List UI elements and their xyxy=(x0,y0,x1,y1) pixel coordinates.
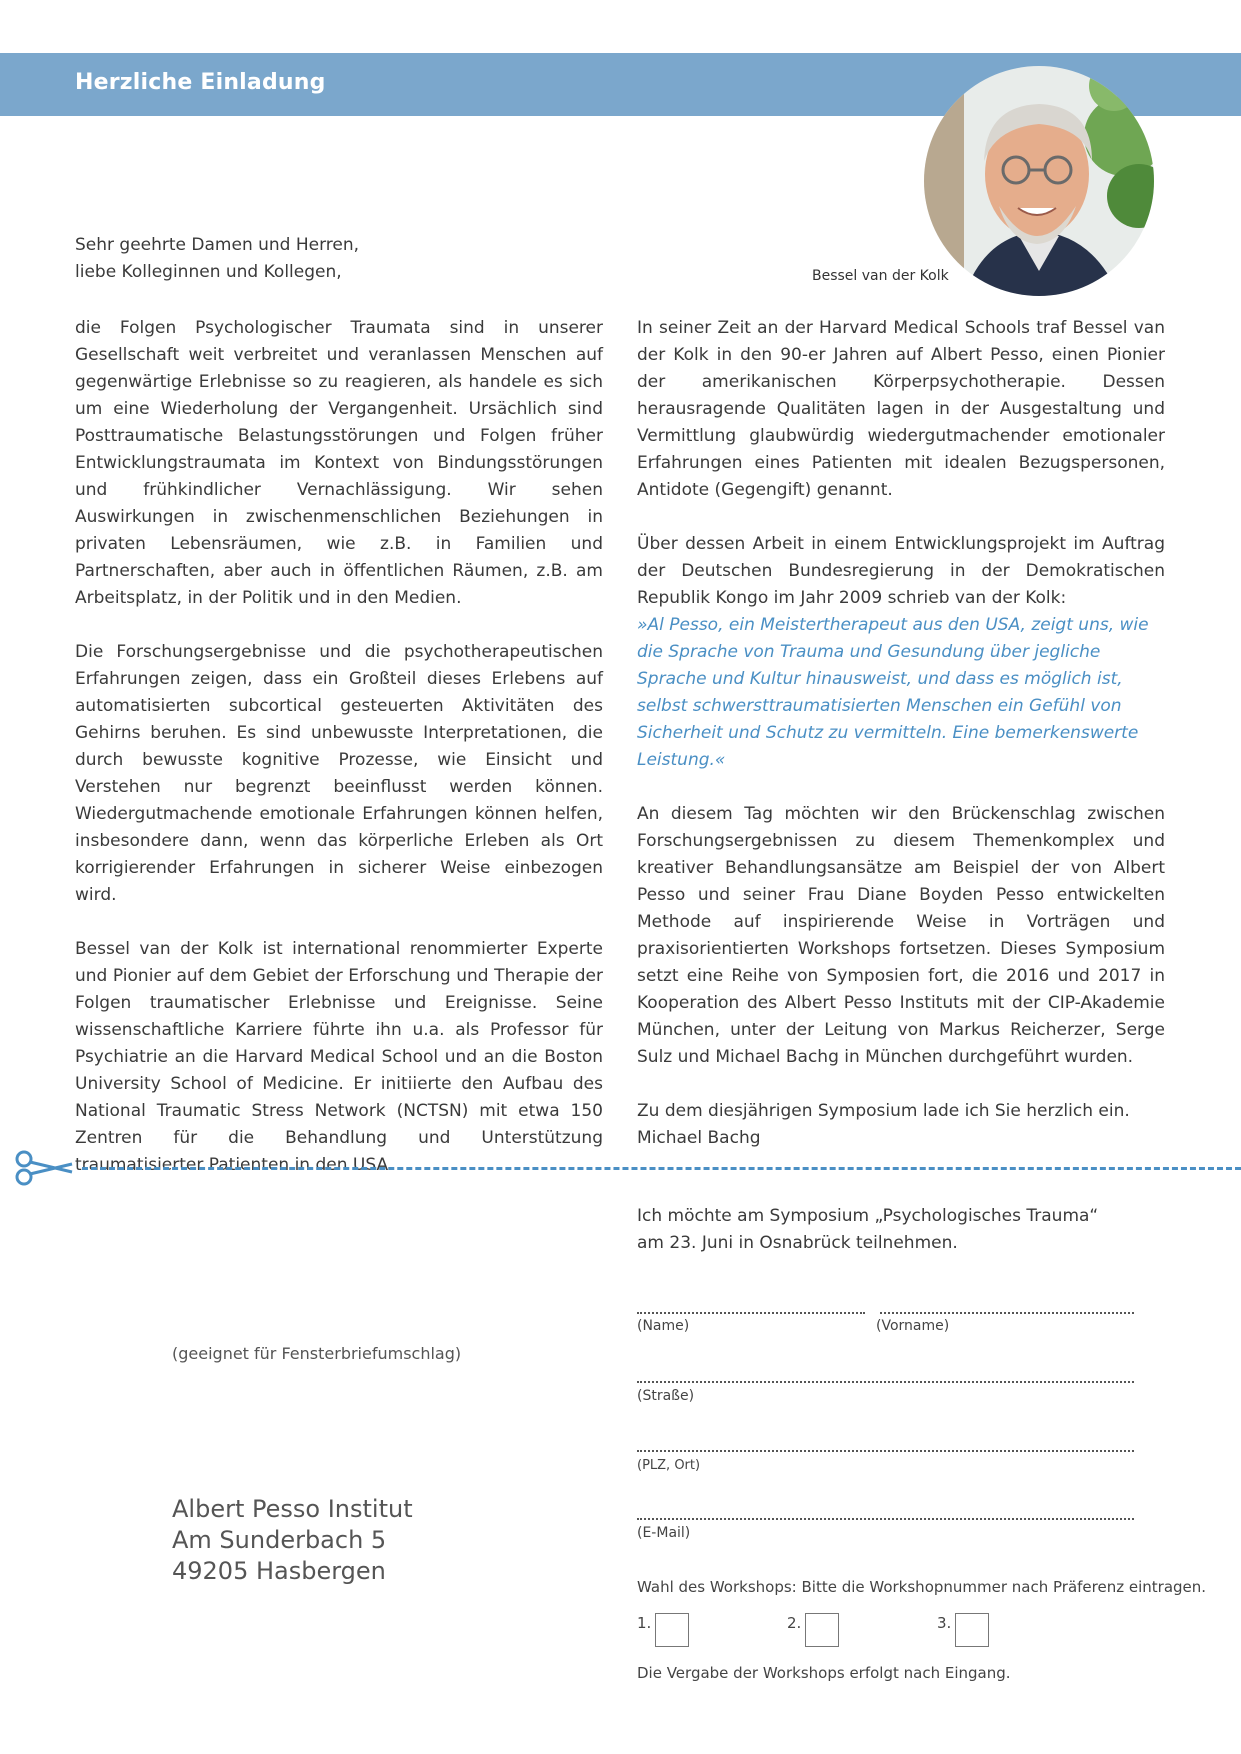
workshop-footer-note: Die Vergabe der Workshops erfolgt nach Eingang. xyxy=(637,1664,1011,1682)
workshop-label-3: 3. xyxy=(937,1614,952,1632)
paragraph-symposium: An diesem Tag möchten wir den Brückenschlag zwischen Forschungsergebnissen zu diesem Themenkomplex und kreativer Behandlungsansätze am Beispiel der von Albert Pesso und seiner Frau Diane Boyden Pesso entwickelten Methode auf inspirierende Weise in Vorträgen und praxisorientierten Workshops fortsetzen. Dieses Symposium setzt eine Reihe von Symposien fort, die 2016 und 2017 in Kooperation des Albert Pesso Instituts mit der CIP-Akademie München, unter der Leitung von Markus Reicherzer, Serge Sulz und Michael Bachg in München durchgeführt wurden. xyxy=(637,804,1165,1067)
scissors-icon xyxy=(14,1150,76,1190)
vorname-field[interactable] xyxy=(880,1312,1134,1314)
paragraph-research: Die Forschungsergebnisse und die psychotherapeutischen Erfahrungen zeigen, dass ein Großteil dieses Erlebens auf automatisierten subcortical gesteuerten Aktivitäten des Gehirns beruhen. Es sind unbewusste Interpretationen, die durch bewusste kognitive Prozesse, wie Einsicht und Verstehen nur begrenzt beeinflusst werden können. Wiedergutmachende emotionale Erfahrungen können helfen, insbesondere dann, wenn das körperliche Erleben als Ort korrigierender Erfahrungen in sicherer Weise einbezogen wird. xyxy=(75,642,603,905)
address-line-2: Am Sunderbach 5 xyxy=(172,1526,387,1554)
email-field[interactable] xyxy=(637,1518,1134,1520)
plz-ort-field[interactable] xyxy=(637,1450,1134,1452)
quote-van-der-kolk: »Al Pesso, ein Meistertherapeut aus den USA, zeigt uns, wie die Sprache von Trauma und Gesundung über jegliche Sprache und Kultur hinausweist, und dass es möglich ist, selbst schwersttraumatisierten Menschen ein Gefühl von Sicherheit und Schutz zu vermitteln. Eine bemerkenswerte Leistung.« xyxy=(637,615,1149,770)
registration-line-2: am 23. Juni in Osnabrück teilnehmen. xyxy=(637,1233,958,1253)
closing-line: Zu dem diesjährigen Symposium lade ich Sie herzlich ein. xyxy=(637,1101,1130,1121)
workshop-choice-3[interactable] xyxy=(955,1613,989,1647)
salutation xyxy=(75,232,603,286)
postal-address xyxy=(172,1494,413,1587)
page-title: Herzliche Einladung xyxy=(75,70,326,95)
address-line-1: Albert Pesso Institut xyxy=(172,1495,413,1523)
strasse-label: (Straße) xyxy=(637,1388,695,1404)
name-label: (Name) xyxy=(637,1318,690,1334)
vorname-label: (Vorname) xyxy=(876,1318,950,1334)
salutation-line-2: liebe Kolleginnen und Kollegen, xyxy=(75,262,342,282)
paragraph-kongo: Über dessen Arbeit in einem Entwicklungsprojekt im Auftrag der Deutschen Bundesregierung in der Demokratischen Republik Kongo im Jahr 2009 schrieb van der Kolk: xyxy=(637,534,1165,608)
strasse-field[interactable] xyxy=(637,1381,1134,1383)
workshop-choice-2[interactable] xyxy=(805,1613,839,1647)
paragraph-intro: die Folgen Psychologischer Traumata sind in unserer Gesellschaft weit verbreitet und veranlassen Menschen auf gegenwärtige Erlebnisse so zu reagieren, als handele es sich um eine Wiederholung der Vergangenheit. Ursächlich sind Posttraumatische Belastungsstörungen und Folgen früher Entwicklungstraumata im Kontext von Bindungsstörungen und frühkindlicher Vernachlässigung. Wir sehen Auswirkungen in zwischenmenschlichen Beziehungen in privaten Lebensräumen, wie z.B. in Familien und Partnerschaften, aber auch in öffentlichen Räumen, z.B. am Arbeitsplatz, in der Politik und in den Medien. xyxy=(75,318,603,608)
portrait-caption: Bessel van der Kolk xyxy=(812,268,949,284)
workshop-label-2: 2. xyxy=(787,1614,802,1632)
plz-ort-label: (PLZ, Ort) xyxy=(637,1458,701,1473)
address-line-3: 49205 Hasbergen xyxy=(172,1557,386,1585)
workshop-label-1: 1. xyxy=(637,1614,652,1632)
cut-line xyxy=(82,1167,1241,1170)
registration-line-1: Ich möchte am Symposium „Psychologisches Trauma“ xyxy=(637,1206,1099,1226)
envelope-note: (geeignet für Fensterbriefumschlag) xyxy=(172,1344,462,1363)
salutation-line-1: Sehr geehrte Damen und Herren, xyxy=(75,235,360,255)
paragraph-pesso: In seiner Zeit an der Harvard Medical Schools traf Bessel van der Kolk in den 90-er Jahren auf Albert Pesso, einen Pionier der amerikanischen Körperpsychotherapie. Dessen herausragende Qualitäten lagen in der Ausgestaltung und Vermittlung glaubwürdig wiedergutmachender emotionaler Erfahrungen eines Patienten mit idealen Bezugspersonen, Antidote (Gegengift) genannt. xyxy=(637,318,1165,500)
right-column xyxy=(637,315,1165,1152)
name-field[interactable] xyxy=(637,1312,865,1314)
portrait-photo xyxy=(924,66,1154,296)
registration-intro xyxy=(637,1203,1098,1257)
left-column xyxy=(75,315,603,1179)
paragraph-van-der-kolk: Bessel van der Kolk ist international renommierter Experte und Pionier auf dem Gebiet der Erforschung und Therapie der Folgen traumatischer Erlebnisse und Ereignisse. Seine wissenschaftliche Karriere führte ihn u.a. als Professor für Psychiatrie an die Harvard Medical School und an die Boston University School of Medicine. Er initiierte den Aufbau des National Traumatic Stress Network (NCTSN) mit etwa 150 Zentren für die Behandlung und Unterstützung traumatisierter Patienten in den USA. xyxy=(75,939,603,1175)
workshop-note: Wahl des Workshops: Bitte die Workshopnummer nach Präferenz eintragen. xyxy=(637,1578,1207,1596)
signature: Michael Bachg xyxy=(637,1128,761,1148)
workshop-choice-1[interactable] xyxy=(655,1613,689,1647)
email-label: (E-Mail) xyxy=(637,1525,691,1541)
